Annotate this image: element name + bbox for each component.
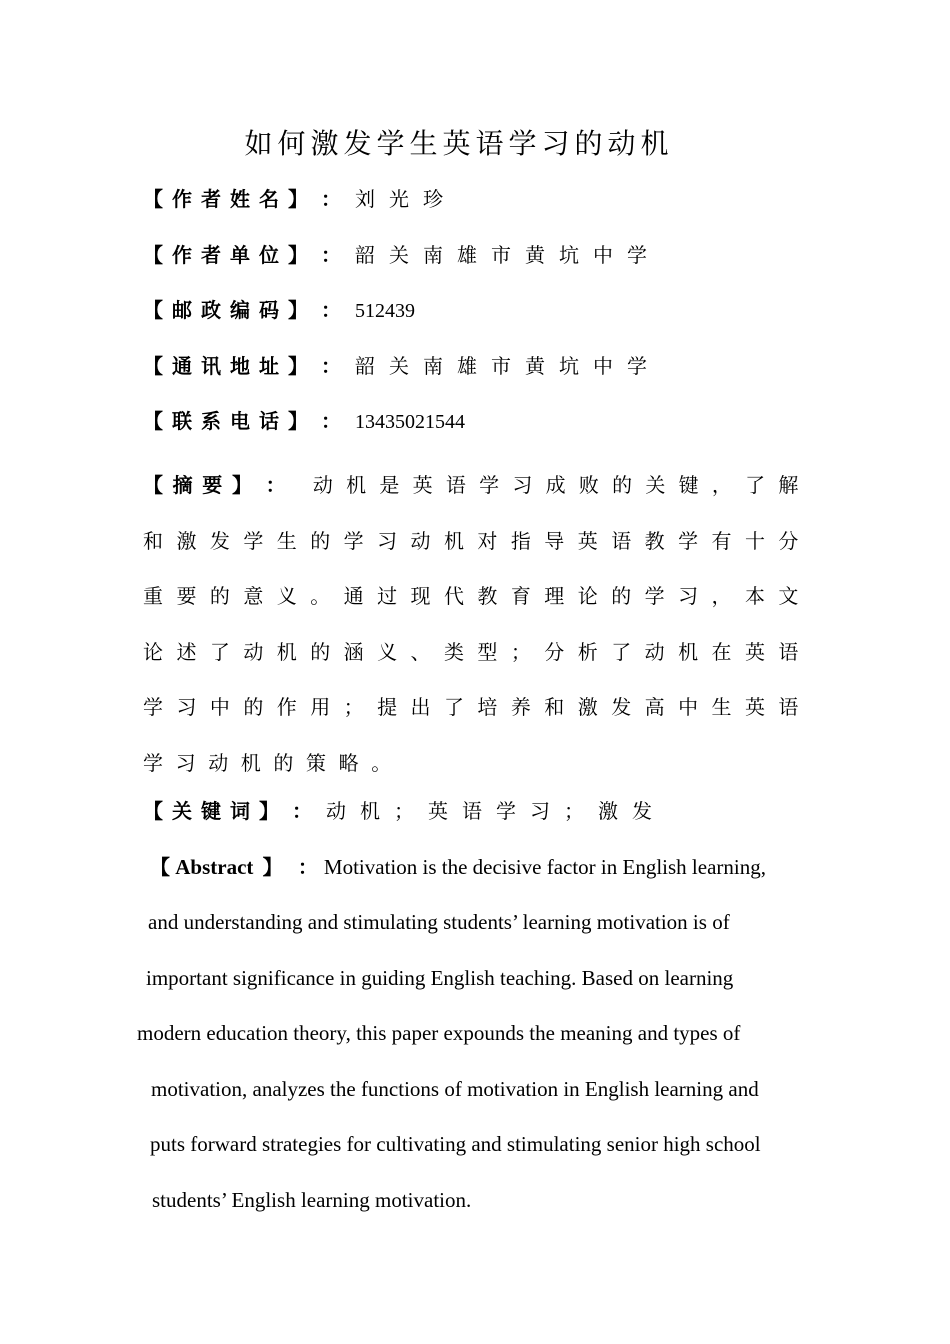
chinese-abstract-text: 动机是英语学习成败的关键，了解和激发学生的学习动机对指导英语教学有十分重要的意义。通过现代教育理论的学习，本文论述了动机的涵义、类型；分析了动机在英语学习中的作用；提出了培养和激发高中生英语学习动机的策略。 <box>143 473 812 775</box>
author-name-value: 刘光珍 <box>355 187 457 211</box>
english-abstract-label-open: 【 <box>150 855 170 879</box>
colon: ： <box>297 855 318 879</box>
mailing-address-field <box>143 349 823 383</box>
mailing-address-value: 韶关南雄市黄坑中学 <box>355 354 661 378</box>
english-abstract-line-3: important significance in guiding English teaching. Based on learning <box>146 966 734 990</box>
english-abstract-text-line: Motivation is the decisive factor in English learning, <box>323 855 766 879</box>
keywords-value: 动机；英语学习；激发 <box>326 799 666 823</box>
colon: ： <box>321 354 341 378</box>
english-abstract-line-1 <box>150 850 766 884</box>
english-abstract-line-5: motivation, analyzes the functions of motivation in English learning and <box>151 1077 759 1101</box>
author-unit-label: 【作者单位】 <box>143 243 317 267</box>
english-abstract-line-7: students’ English learning motivation. <box>152 1188 472 1212</box>
postal-code-field <box>143 293 823 327</box>
phone-value: 13435021544 <box>355 411 465 433</box>
english-abstract-label: Abstract <box>175 855 254 879</box>
english-abstract-line-4: modern education theory, this paper expounds the meaning and types of <box>137 1021 741 1045</box>
document-title: 如何激发学生英语学习的动机 <box>244 127 674 160</box>
english-abstract-label-close: 】 <box>262 855 283 879</box>
colon: ： <box>321 298 341 322</box>
author-name-label: 【作者姓名】 <box>143 187 317 211</box>
keywords-label: 【关键词】 <box>143 799 288 823</box>
mailing-address-label: 【通讯地址】 <box>143 354 317 378</box>
postal-code-value: 512439 <box>355 300 415 322</box>
colon: ： <box>321 187 341 211</box>
author-unit-field <box>143 238 823 272</box>
author-unit-value: 韶关南雄市黄坑中学 <box>355 243 661 267</box>
postal-code-label: 【邮政编码】 <box>143 298 317 322</box>
phone-field <box>143 404 823 438</box>
colon: ： <box>321 243 341 267</box>
phone-label: 【联系电话】 <box>143 409 317 433</box>
keywords-field <box>143 794 823 828</box>
chinese-abstract-label: 【摘要】 <box>143 473 262 497</box>
colon: ： <box>292 799 312 823</box>
english-abstract-line-6: puts forward strategies for cultivating and stimulating senior high school <box>150 1132 761 1156</box>
english-abstract-line-2: and understanding and stimulating students’ learning motivation is of <box>148 910 730 934</box>
author-name-field <box>143 182 823 216</box>
colon: ： <box>265 473 299 497</box>
colon: ： <box>321 409 341 433</box>
chinese-abstract <box>143 458 811 792</box>
